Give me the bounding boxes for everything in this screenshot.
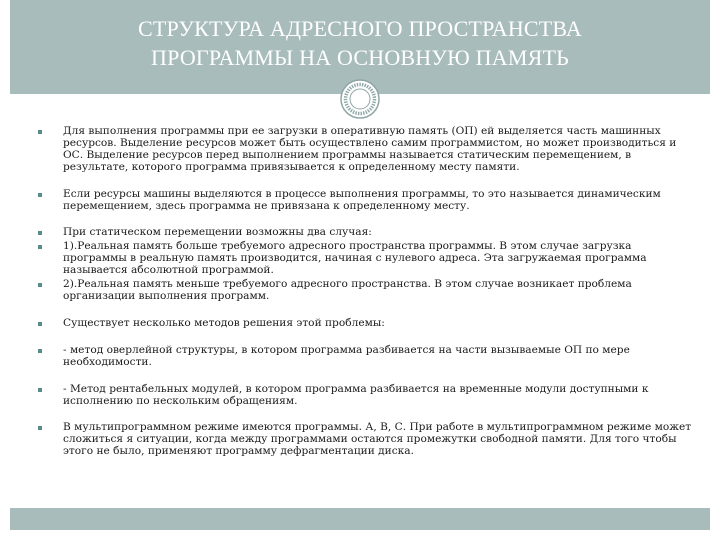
list-item bbox=[30, 126, 696, 174]
list-item-text: - метод оверлейной структуры, в котором программа разбивается на части вызываемые ОП по мере необходимости. bbox=[63, 343, 630, 368]
square-bullet-icon bbox=[38, 231, 42, 235]
square-bullet-icon bbox=[38, 322, 42, 326]
title-line-1: СТРУКТУРА АДРЕСНОГО ПРОСТРАНСТВА bbox=[138, 16, 582, 41]
slide bbox=[10, 0, 710, 540]
list-item-text: 2).Реальная память меньше требуемого адресного пространства. В этом случае возникает проблема организации выполнения программ. bbox=[63, 278, 632, 302]
slide-title bbox=[10, 14, 710, 72]
bullet-list bbox=[30, 126, 696, 458]
square-bullet-icon bbox=[38, 283, 42, 287]
square-bullet-icon bbox=[38, 193, 42, 197]
list-item-text: Если ресурсы машины выделяются в процессе выполнения программы, то это называется динамическим перемещением, здесь программа не привязана к определенному месту. bbox=[63, 187, 661, 212]
list-item bbox=[30, 279, 696, 303]
square-bullet-icon bbox=[38, 245, 42, 249]
square-bullet-icon bbox=[38, 388, 42, 392]
square-bullet-icon bbox=[38, 349, 42, 353]
square-bullet-icon bbox=[38, 130, 42, 134]
list-item-text: При статическом перемещении возможны два случая: bbox=[63, 226, 372, 239]
list-item bbox=[30, 318, 696, 330]
list-item bbox=[30, 345, 696, 369]
list-item bbox=[30, 422, 696, 458]
list-item bbox=[30, 227, 696, 239]
list-item bbox=[30, 189, 696, 213]
list-item-text: Для выполнения программы при ее загрузки в оперативную память (ОП) ей выделяется часть машинных ресурсов. Выделение ресурсов может быть осуществлено самим программистом, но может производиться и ОС. Выделение ресурсов перед выполнением программы называется статическим перемещением, в результате, которого программа привязывается к определенному месту памяти. bbox=[63, 125, 677, 173]
footer-band bbox=[10, 508, 710, 530]
list-item-text: - Метод рентабельных модулей, в котором программа разбивается на временные модули доступными к исполнению по нескольким обращениям. bbox=[63, 382, 649, 407]
list-item bbox=[30, 241, 696, 277]
list-item bbox=[30, 384, 696, 408]
list-item-text: 1).Реальная память больше требуемого адресного пространства программы. В этом случае загрузка программы в реальную память производится, начиная с нулевого адреса. Эта загружаемая программа называется абсолютной программой. bbox=[63, 240, 647, 277]
circle-ornament-icon bbox=[340, 79, 380, 119]
list-item-text: Существует несколько методов решения этой проблемы: bbox=[63, 316, 385, 329]
list-item-text: В мультипрограммном режиме имеются программы. А, В, С. При работе в мультипрограммном режиме может сложиться я ситуации, когда между программами остаются промежутки свободной памяти. Для того чтобы этого не было, применяют программу дефрагментации диска. bbox=[63, 421, 692, 458]
square-bullet-icon bbox=[38, 426, 42, 430]
title-line-2: ПРОГРАММЫ НА ОСНОВНУЮ ПАМЯТЬ bbox=[151, 45, 569, 70]
